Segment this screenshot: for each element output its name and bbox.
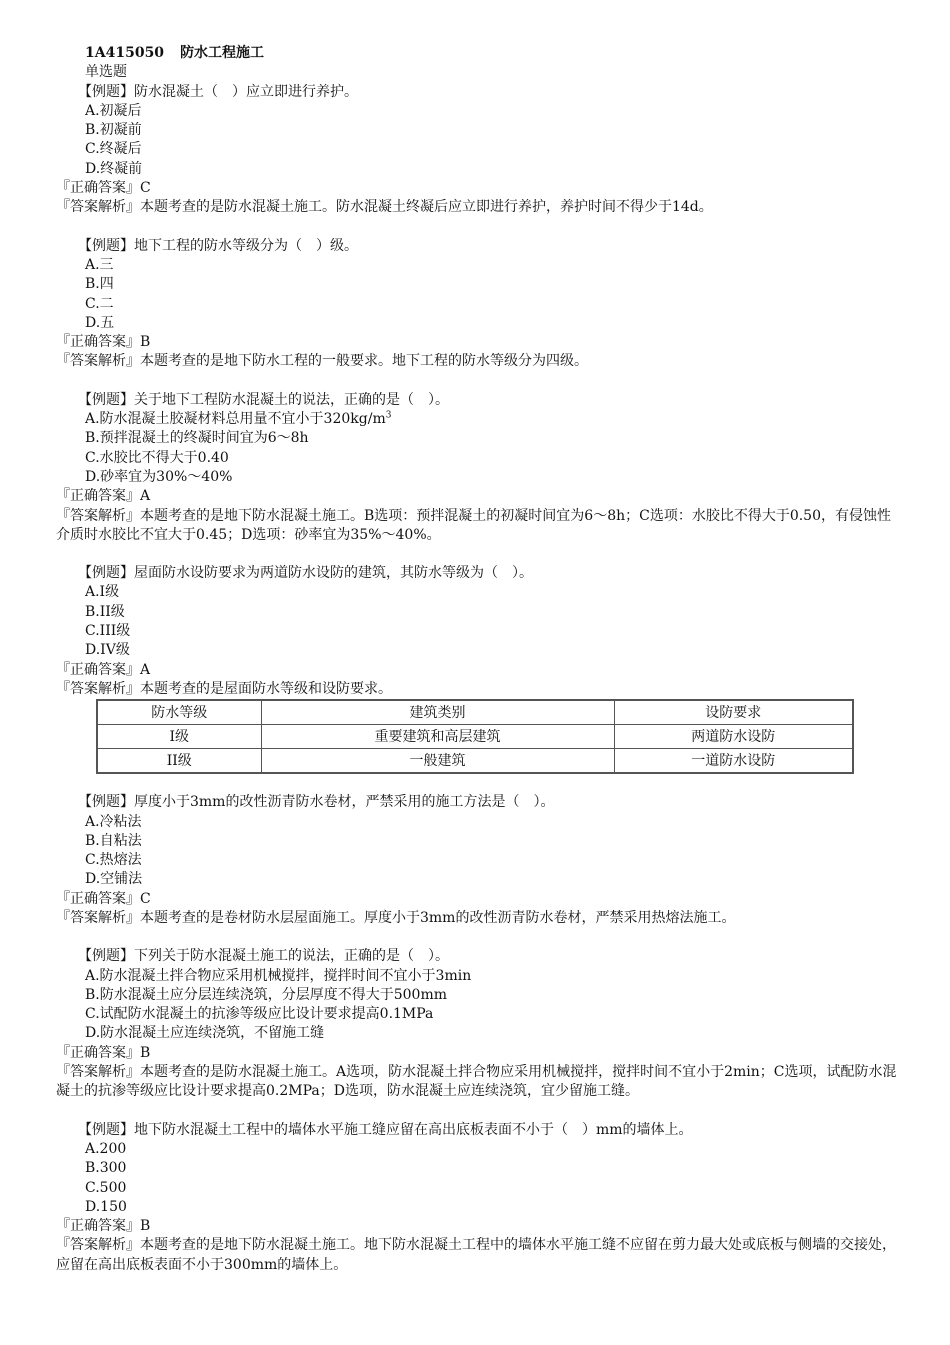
section-heading: 防水工程施工 [180, 45, 265, 61]
option: A.200 [85, 1140, 127, 1157]
question-stem: 【例题】下列关于防水混凝土施工的说法，正确的是（ ）。 [78, 948, 449, 965]
section-code: 1A415050 [85, 45, 165, 61]
analysis-text: 本题考查的是卷材防水层屋面施工。厚度小于3mm的改性沥青防水卷材，严禁采用热熔法施工。 [140, 909, 736, 926]
analysis-text: 本题考查的是地下防水工程的一般要求。地下工程的防水等级分为四级。 [140, 353, 588, 370]
analysis-label: 『答案解析』 [56, 1064, 140, 1081]
question-type: 单选题 [85, 64, 127, 81]
option: A.冷粘法 [85, 813, 142, 830]
option: B.自粘法 [85, 832, 142, 849]
analysis-label: 『答案解析』 [56, 1237, 140, 1254]
table-cell: 一道防水设防 [614, 749, 853, 774]
answer-line [0, 1044, 950, 1063]
answer-value: C [140, 890, 151, 907]
analysis-label: 『答案解析』 [56, 199, 140, 216]
analysis-label: 『答案解析』 [56, 507, 140, 524]
waterproof-grade-table [96, 699, 854, 774]
question-stem: 【例题】地下工程的防水等级分为（ ）级。 [78, 237, 358, 254]
option: B.300 [85, 1160, 127, 1177]
option-text: A.防水混凝土胶凝材料总用量不宜小于320kg/m [85, 411, 386, 428]
question-stem: 【例题】关于地下工程防水混凝土的说法，正确的是（ ）。 [78, 391, 449, 408]
option: D.五 [85, 314, 115, 331]
answer-line [0, 487, 950, 506]
answer-value: C [140, 180, 151, 197]
answer-line [0, 179, 950, 198]
document-page [0, 44, 950, 1275]
analysis-label: 『答案解析』 [56, 909, 140, 926]
analysis-label: 『答案解析』 [56, 680, 140, 697]
option: D.150 [85, 1198, 127, 1215]
table-cell: 一般建筑 [261, 749, 614, 774]
answer-label: 『正确答案』 [56, 890, 140, 907]
option: D.IV级 [85, 642, 130, 659]
analysis-label: 『答案解析』 [56, 353, 140, 370]
option: C.试配防水混凝土的抗渗等级应比设计要求提高0.1MPa [85, 1006, 434, 1023]
analysis-text: 本题考查的是防水混凝土施工。防水混凝土终凝后应立即进行养护，养护时间不得少于14d。 [140, 199, 713, 216]
superscript: 3 [385, 410, 392, 421]
answer-value: B [140, 1218, 151, 1235]
option: A.防水混凝土拌合物应采用机械搅拌，搅拌时间不宜小于3min [85, 967, 472, 984]
answer-label: 『正确答案』 [56, 180, 140, 197]
analysis-line [0, 909, 950, 928]
option: D.终凝前 [85, 160, 143, 177]
option: D.防水混凝土应连续浇筑，不留施工缝 [85, 1025, 325, 1042]
answer-value: A [140, 488, 151, 505]
option: B.四 [85, 276, 114, 293]
table-cell: II级 [97, 749, 261, 774]
analysis-line [0, 1236, 950, 1275]
answer-label: 『正确答案』 [56, 488, 140, 505]
option: B.预拌混凝土的终凝时间宜为6～8h [85, 430, 309, 447]
answer-label: 『正确答案』 [56, 1044, 140, 1061]
table-row [97, 725, 853, 749]
answer-value: B [140, 334, 151, 351]
analysis-text: 本题考查的是地下防水混凝土施工。B选项：预拌混凝土的初凝时间宜为6～8h；C选项：水胶比不得大于0.50，有侵蚀性介质时水胶比不宜大于0.45；D选项：砂率宜为35%～40%。 [56, 507, 891, 543]
question-stem: 【例题】厚度小于3mm的改性沥青防水卷材，严禁采用的施工方法是（ ）。 [78, 794, 555, 811]
option: C.二 [85, 295, 114, 312]
answer-label: 『正确答案』 [56, 661, 140, 678]
table-header-cell: 设防要求 [614, 700, 853, 725]
section-title [0, 44, 950, 63]
analysis-line [0, 507, 950, 546]
table-cell: I级 [97, 725, 261, 749]
analysis-text: 本题考查的是地下防水混凝土施工。地下防水混凝土工程中的墙体水平施工缝不应留在剪力最大处或底板与侧墙的交接处，应留在高出底板表面不小于300mm的墙体上。 [56, 1237, 896, 1273]
option: B.防水混凝土应分层连续浇筑，分层厚度不得大于500mm [85, 986, 448, 1003]
answer-label: 『正确答案』 [56, 334, 140, 351]
table-cell: 重要建筑和高层建筑 [261, 725, 614, 749]
table-row [97, 749, 853, 774]
option: C.热熔法 [85, 852, 142, 869]
analysis-line [0, 680, 950, 699]
analysis-line [0, 198, 950, 217]
option: B.II级 [85, 603, 125, 620]
option: D.砂率宜为30%～40% [85, 468, 233, 485]
option: B.初凝前 [85, 122, 142, 139]
option: C.水胶比不得大于0.40 [85, 449, 229, 466]
table-header-cell: 建筑类别 [261, 700, 614, 725]
option: A.三 [85, 256, 114, 273]
question-stem: 【例题】屋面防水设防要求为两道防水设防的建筑，其防水等级为（ ）。 [78, 565, 533, 582]
answer-label: 『正确答案』 [56, 1218, 140, 1235]
answer-line [0, 890, 950, 909]
table-cell: 两道防水设防 [614, 725, 853, 749]
option: C.500 [85, 1179, 127, 1196]
option: C.III级 [85, 623, 131, 640]
answer-line [0, 661, 950, 680]
option: A.I级 [85, 584, 120, 601]
answer-value: B [140, 1044, 151, 1061]
analysis-text: 本题考查的是屋面防水等级和设防要求。 [140, 680, 392, 697]
question-stem: 【例题】防水混凝土（ ）应立即进行养护。 [78, 83, 358, 100]
option [0, 410, 950, 429]
option: A.初凝后 [85, 102, 142, 119]
option: D.空铺法 [85, 871, 143, 888]
option: C.终凝后 [85, 141, 142, 158]
analysis-text: 本题考查的是防水混凝土施工。A选项，防水混凝土拌合物应采用机械搅拌，搅拌时间不宜小于2min；C选项，试配防水混凝土的抗渗等级应比设计要求提高0.2MPa；D选项，防水混凝土应连续浇筑，宜少留施工缝。 [56, 1064, 897, 1100]
answer-line [0, 1217, 950, 1236]
answer-line [0, 333, 950, 352]
analysis-line [0, 352, 950, 371]
analysis-line [0, 1063, 950, 1102]
question-stem: 【例题】地下防水混凝土工程中的墙体水平施工缝应留在高出底板表面不小于（ ）mm的墙体上。 [78, 1121, 693, 1138]
answer-value: A [140, 661, 151, 678]
table-header-row [97, 700, 853, 725]
table-header-cell: 防水等级 [97, 700, 261, 725]
